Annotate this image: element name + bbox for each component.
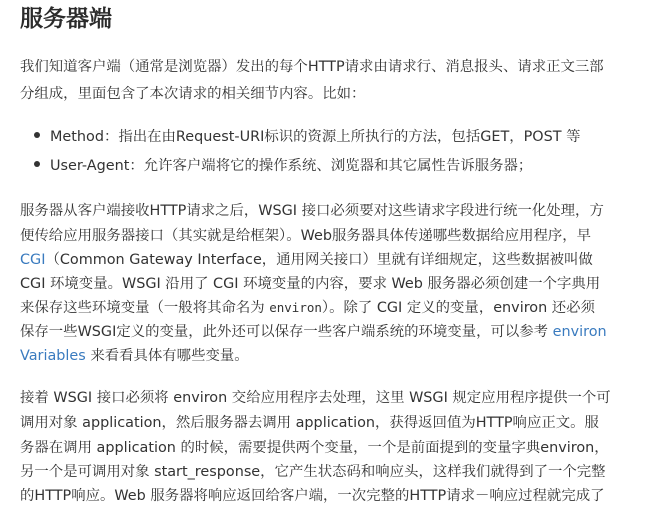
para2-line-6-pre: 保存一些WSGI定义的变量，此外还可以保存一些客户端系统的环境变量，可以参考 bbox=[20, 324, 553, 340]
list-item-method-text: Method：指出在由Request-URI标识的资源上所执行的方法，包括GET，POST 等 bbox=[50, 129, 581, 145]
para3-line-2: 调用对象 application，然后服务器去调用 application，获得返回值为HTTP响应正文。服 bbox=[20, 415, 599, 431]
para2-line-1: 服务器从客户端接收HTTP请求之后，WSGI 接口必须要对这些请求字段进行统一化处理，方 bbox=[20, 203, 604, 219]
section-heading: 服务器端 bbox=[20, 6, 112, 32]
bullet-dot-icon bbox=[34, 132, 40, 138]
list-item-user-agent bbox=[34, 154, 532, 178]
intro-line-1: 我们知道客户端（通常是浏览器）发出的每个HTTP请求由请求行、消息报头、请求正文三部 bbox=[20, 59, 604, 75]
para2-line-6 bbox=[20, 320, 607, 344]
environ-variables-link-cont[interactable]: Variables bbox=[20, 348, 86, 364]
list-item-user-agent-text: User-Agent：允许客户端将它的操作系统、浏览器和其它属性告诉服务器； bbox=[50, 158, 533, 174]
environ-variables-link[interactable]: environ bbox=[552, 324, 607, 340]
para2-line-7-post: 来看看具体有哪些变量。 bbox=[85, 348, 249, 364]
para3-line-5: 的HTTP响应。Web 服务器将响应返回给客户端，一次完整的HTTP请求－响应过程就完成了 bbox=[20, 488, 605, 504]
para2-line-3 bbox=[20, 248, 593, 272]
para2-line-5 bbox=[20, 296, 595, 320]
para3-line-1: 接着 WSGI 接口必须将 environ 交给应用程序去处理，这里 WSGI 规定应用程序提供一个可 bbox=[20, 390, 611, 406]
bullet-dot-icon bbox=[34, 161, 40, 167]
para2-line-2: 便传给应用服务器接口（其实就是给框架）。Web服务器具体传递哪些数据给应用程序，早 bbox=[20, 228, 592, 244]
para2-line-5-post: ）。除了 CGI 定义的变量，environ 还必须 bbox=[321, 300, 595, 316]
para3-line-3: 务器在调用 application 的时候，需要提供两个变量，一个是前面提到的变量字典environ， bbox=[20, 440, 609, 456]
para2-line-3-text: （Common Gateway Interface，通用网关接口）里就有详细规定，这些数据被叫做 bbox=[45, 252, 593, 268]
intro-line-2: 分组成，里面包含了本次请求的相关细节内容。比如： bbox=[20, 86, 366, 102]
environ-code: environ bbox=[269, 300, 322, 315]
cgi-link[interactable]: CGI bbox=[20, 252, 46, 268]
para3-line-4: 另一个是可调用对象 start_response，它产生状态码和响应头，这样我们就得到了一个完整 bbox=[20, 464, 606, 480]
list-item-method bbox=[34, 125, 581, 149]
para2-line-5-pre: 来保存这些环境变量（一般将其命名为 bbox=[20, 300, 270, 316]
para2-line-7 bbox=[20, 344, 249, 368]
para2-line-4: CGI 环境变量。WSGI 沿用了 CGI 环境变量的内容，要求 Web 服务器必须创建一个字典用 bbox=[20, 276, 601, 292]
